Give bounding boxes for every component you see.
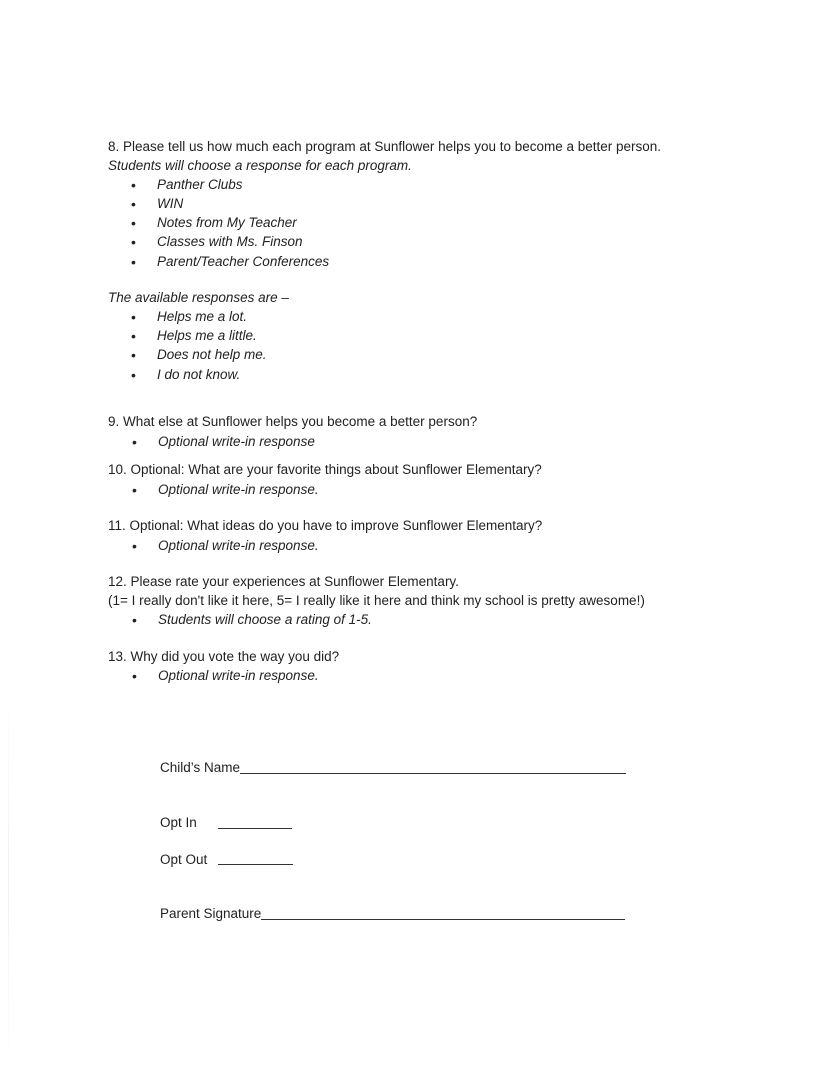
q10-note: • Optional write-in response. (158, 481, 319, 499)
list-item: • Helps me a lot. (157, 308, 247, 326)
opt-in-field[interactable] (218, 828, 292, 829)
q11-prompt: 11. Optional: What ideas do you have to improve Sunflower Elementary? (108, 518, 543, 533)
list-item: • Does not help me. (157, 346, 267, 364)
opt-out-label: Opt Out (160, 852, 208, 867)
list-item: • Parent/Teacher Conferences (157, 253, 329, 271)
q8-prompt: 8. Please tell us how much each program at Sunflower helps you to become a better person. (108, 139, 662, 154)
q12-note: • Students will choose a rating of 1-5. (158, 611, 372, 629)
list-item: • Panther Clubs (157, 176, 243, 194)
list-item: • WIN (157, 195, 183, 213)
q8-instruction: Students will choose a response for each program. (108, 158, 412, 173)
parent-signature-field[interactable] (261, 919, 625, 920)
q9-prompt: 9. What else at Sunflower helps you become a better person? (108, 414, 478, 429)
q12-scale: (1= I really don't like it here, 5= I really like it here and think my school is pretty awesome!) (108, 593, 645, 608)
list-item: • Helps me a little. (157, 327, 257, 345)
opt-out-field[interactable] (218, 864, 293, 865)
opt-in-label: Opt In (160, 815, 197, 830)
q8-responses-intro: The available responses are – (108, 290, 289, 305)
child-name-field[interactable] (240, 773, 626, 774)
q13-note: • Optional write-in response. (158, 667, 319, 685)
list-item: • I do not know. (157, 366, 240, 384)
q12-prompt: 12. Please rate your experiences at Sunflower Elementary. (108, 574, 459, 589)
q10-prompt: 10. Optional: What are your favorite things about Sunflower Elementary? (108, 462, 542, 477)
scan-edge-shadow (8, 690, 9, 1070)
list-item: • Notes from My Teacher (157, 214, 297, 232)
parent-signature-label: Parent Signature (160, 906, 262, 921)
q13-prompt: 13. Why did you vote the way you did? (108, 649, 340, 664)
q11-note: • Optional write-in response. (158, 537, 319, 555)
q9-note: • Optional write-in response (158, 433, 315, 451)
list-item: • Classes with Ms. Finson (157, 233, 303, 251)
child-name-label: Child’s Name (160, 760, 241, 775)
